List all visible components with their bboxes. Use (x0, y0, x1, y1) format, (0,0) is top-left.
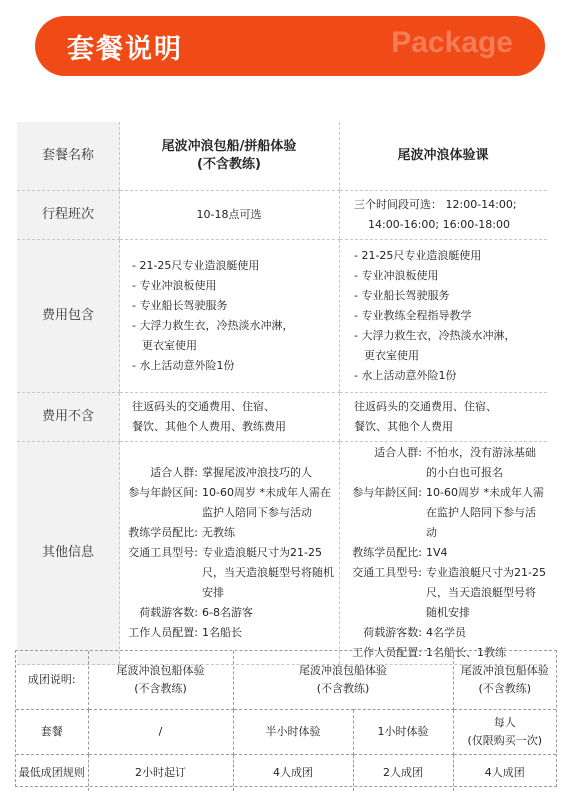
info-value: 1名船长 (202, 626, 242, 639)
info-value: 10-60周岁 *未成年人需在监护人陪同下参与活动 (426, 486, 544, 539)
info-value: 1名船长、1教练 (426, 646, 506, 659)
excludes-line: 餐饮、其他个人费用、教练费用 (132, 420, 286, 433)
group-option-a (88, 651, 233, 710)
list-item: - 21-25尺专业造浪艇使用 (354, 249, 482, 262)
info-key: 参与年龄区间: (352, 486, 422, 499)
includes-b-list (354, 246, 546, 386)
info-key: 荷载游客数: (363, 626, 422, 639)
page-subtitle: Package (391, 26, 513, 59)
other-a (120, 442, 340, 665)
row-label: 套餐名称 (17, 122, 120, 191)
package-a-name (120, 122, 340, 191)
info-value: 掌握尾波冲浪技巧的人 (202, 466, 312, 479)
list-item: - 专业冲浪板使用 (354, 269, 439, 282)
table-cell: 1小时体验 (353, 710, 453, 755)
cell-line: (不含教练) (316, 682, 370, 695)
info-key: 教练学员配比: (128, 526, 198, 539)
cell-line: (不含教练) (134, 682, 187, 695)
includes-b (340, 240, 548, 393)
includes-a-list (132, 256, 338, 376)
list-item: 更衣室使用 (364, 349, 419, 362)
info-key: 荷载游客数: (139, 606, 198, 619)
group-label: 成团说明: (16, 651, 88, 710)
info-key: 交通工具型号: (128, 546, 198, 559)
info-key: 适合人群: (374, 446, 422, 459)
group-rules-box (15, 650, 557, 787)
header-banner (35, 16, 545, 76)
row-label: 其他信息 (17, 442, 120, 665)
list-item: - 专业冲浪板使用 (132, 279, 217, 292)
info-value: 不怕水，没有游泳基础的小白也可报名 (426, 446, 536, 479)
package-a-note: (不含教练) (197, 157, 261, 172)
row-schedule (17, 191, 547, 240)
row-label: 费用包含 (17, 240, 120, 393)
cell-line: (不含教练) (478, 682, 532, 695)
group-rule-row (16, 755, 556, 792)
schedule-a: 10-18点可选 (120, 191, 340, 240)
excludes-line: 餐饮、其他个人费用 (354, 420, 453, 433)
package-table (17, 122, 547, 665)
cell-line: (仅限购买一次) (467, 734, 543, 747)
row-other-info (17, 442, 547, 665)
table-cell: / (88, 710, 233, 755)
schedule-b (340, 191, 548, 240)
excludes-line: 往返码头的交通费用、住宿、 (354, 400, 497, 413)
info-value: 4名学员 (426, 626, 466, 639)
excludes-a (120, 393, 340, 442)
info-key: 交通工具型号: (352, 566, 422, 579)
row-label: 费用不含 (17, 393, 120, 442)
schedule-b-line: 14:00-16:00; 16:00-18:00 (368, 218, 510, 231)
list-item: - 水上活动意外险1份 (354, 369, 457, 382)
cell-line: 尾波冲浪包船体验 (116, 664, 205, 677)
row-label: 行程班次 (17, 191, 120, 240)
list-item: - 水上活动意外险1份 (132, 359, 235, 372)
info-value: 6-8名游客 (202, 606, 253, 619)
table-cell: 2小时起订 (88, 755, 233, 792)
package-a-title: 尾波冲浪包船/拼船体验 (161, 139, 297, 154)
group-option-b (233, 651, 453, 710)
group-label: 套餐 (16, 710, 88, 755)
info-key: 参与年龄区间: (128, 486, 198, 499)
excludes-line: 往返码头的交通费用、住宿、 (132, 400, 275, 413)
cell-line: 尾波冲浪包船体验 (299, 664, 387, 677)
cell-line: 每人 (493, 716, 516, 729)
list-item: - 大浮力救生衣，冷热淡水冲淋， (354, 329, 516, 342)
table-cell (453, 710, 556, 755)
row-package-name (17, 122, 547, 191)
package-b-name: 尾波冲浪体验课 (340, 122, 548, 191)
page-title: 套餐说明 (67, 34, 183, 65)
group-package-row (16, 710, 556, 755)
table-cell: 2人成团 (353, 755, 453, 792)
list-item: - 专业船长驾驶服务 (132, 299, 228, 312)
list-item: 更衣室使用 (142, 339, 197, 352)
info-value: 专业造浪艇尺寸为21-25尺，当天造浪艇型号将随机安排 (426, 566, 546, 619)
schedule-b-line: 三个时间段可选： 12:00-14:00; (354, 198, 517, 211)
row-includes (17, 240, 547, 393)
cell-line: 尾波冲浪包船体验 (460, 664, 549, 677)
info-key: 适合人群: (150, 466, 198, 479)
info-value: 专业造浪艇尺寸为21-25尺，当天造浪艇型号将随机安排 (202, 546, 334, 599)
info-value: 无教练 (202, 526, 235, 539)
group-rules-table (16, 651, 556, 791)
table-cell: 4人成团 (233, 755, 353, 792)
list-item: - 21-25尺专业造浪艇使用 (132, 259, 260, 272)
info-key: 教练学员配比: (352, 546, 422, 559)
includes-a (120, 240, 340, 393)
row-excludes (17, 393, 547, 442)
info-list (340, 443, 546, 663)
excludes-b (340, 393, 548, 442)
group-header-row (16, 651, 556, 710)
info-list (120, 463, 338, 643)
table-cell: 半小时体验 (233, 710, 353, 755)
info-key: 工作人员配置: (128, 626, 198, 639)
info-value: 1V4 (426, 546, 448, 559)
group-option-c (453, 651, 556, 710)
info-value: 10-60周岁 *未成年人需在监护人陪同下参与活动 (202, 486, 331, 519)
list-item: - 专业教练全程指导教学 (354, 309, 472, 322)
list-item: - 专业船长驾驶服务 (354, 289, 450, 302)
group-label: 最低成团规则 (16, 755, 88, 792)
other-b (340, 442, 548, 665)
info-key: 工作人员配置: (352, 646, 422, 659)
list-item: - 大浮力救生衣，冷热淡水冲淋， (132, 319, 294, 332)
table-cell: 4人成团 (453, 755, 556, 792)
